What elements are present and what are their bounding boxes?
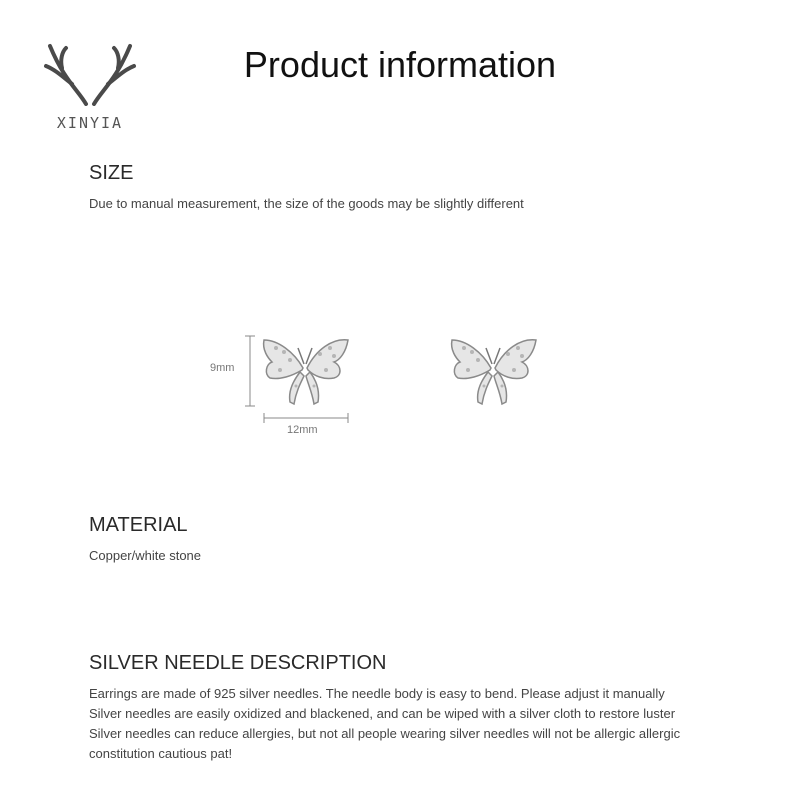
width-label: 12mm xyxy=(287,424,318,436)
brand-name: XINYIA xyxy=(56,114,124,132)
page-title: Product information xyxy=(243,44,557,85)
butterfly-earring-left xyxy=(260,334,350,410)
needle-heading: SILVER NEEDLE DESCRIPTION xyxy=(89,652,387,674)
needle-description xyxy=(89,684,769,764)
description-line: Silver needles can reduce allergies, but not all people wearing silver needles will not be allergic allergic xyxy=(89,726,681,741)
material-heading: MATERIAL xyxy=(89,514,188,536)
butterfly-earring-right xyxy=(448,334,538,410)
size-note: Due to manual measurement, the size of the goods may be slightly different xyxy=(89,196,524,211)
height-label: 9mm xyxy=(210,362,235,374)
description-line: Earrings are made of 925 silver needles. The needle body is easy to bend. Please adjust it manually xyxy=(89,686,665,701)
size-heading: SIZE xyxy=(89,162,134,184)
description-line: Silver needles are easily oxidized and blackened, and can be wiped with a silver cloth to restore luster xyxy=(89,706,676,721)
description-line: constitution cautious pat! xyxy=(89,746,233,761)
material-text: Copper/white stone xyxy=(89,548,202,563)
size-figure xyxy=(200,320,600,450)
